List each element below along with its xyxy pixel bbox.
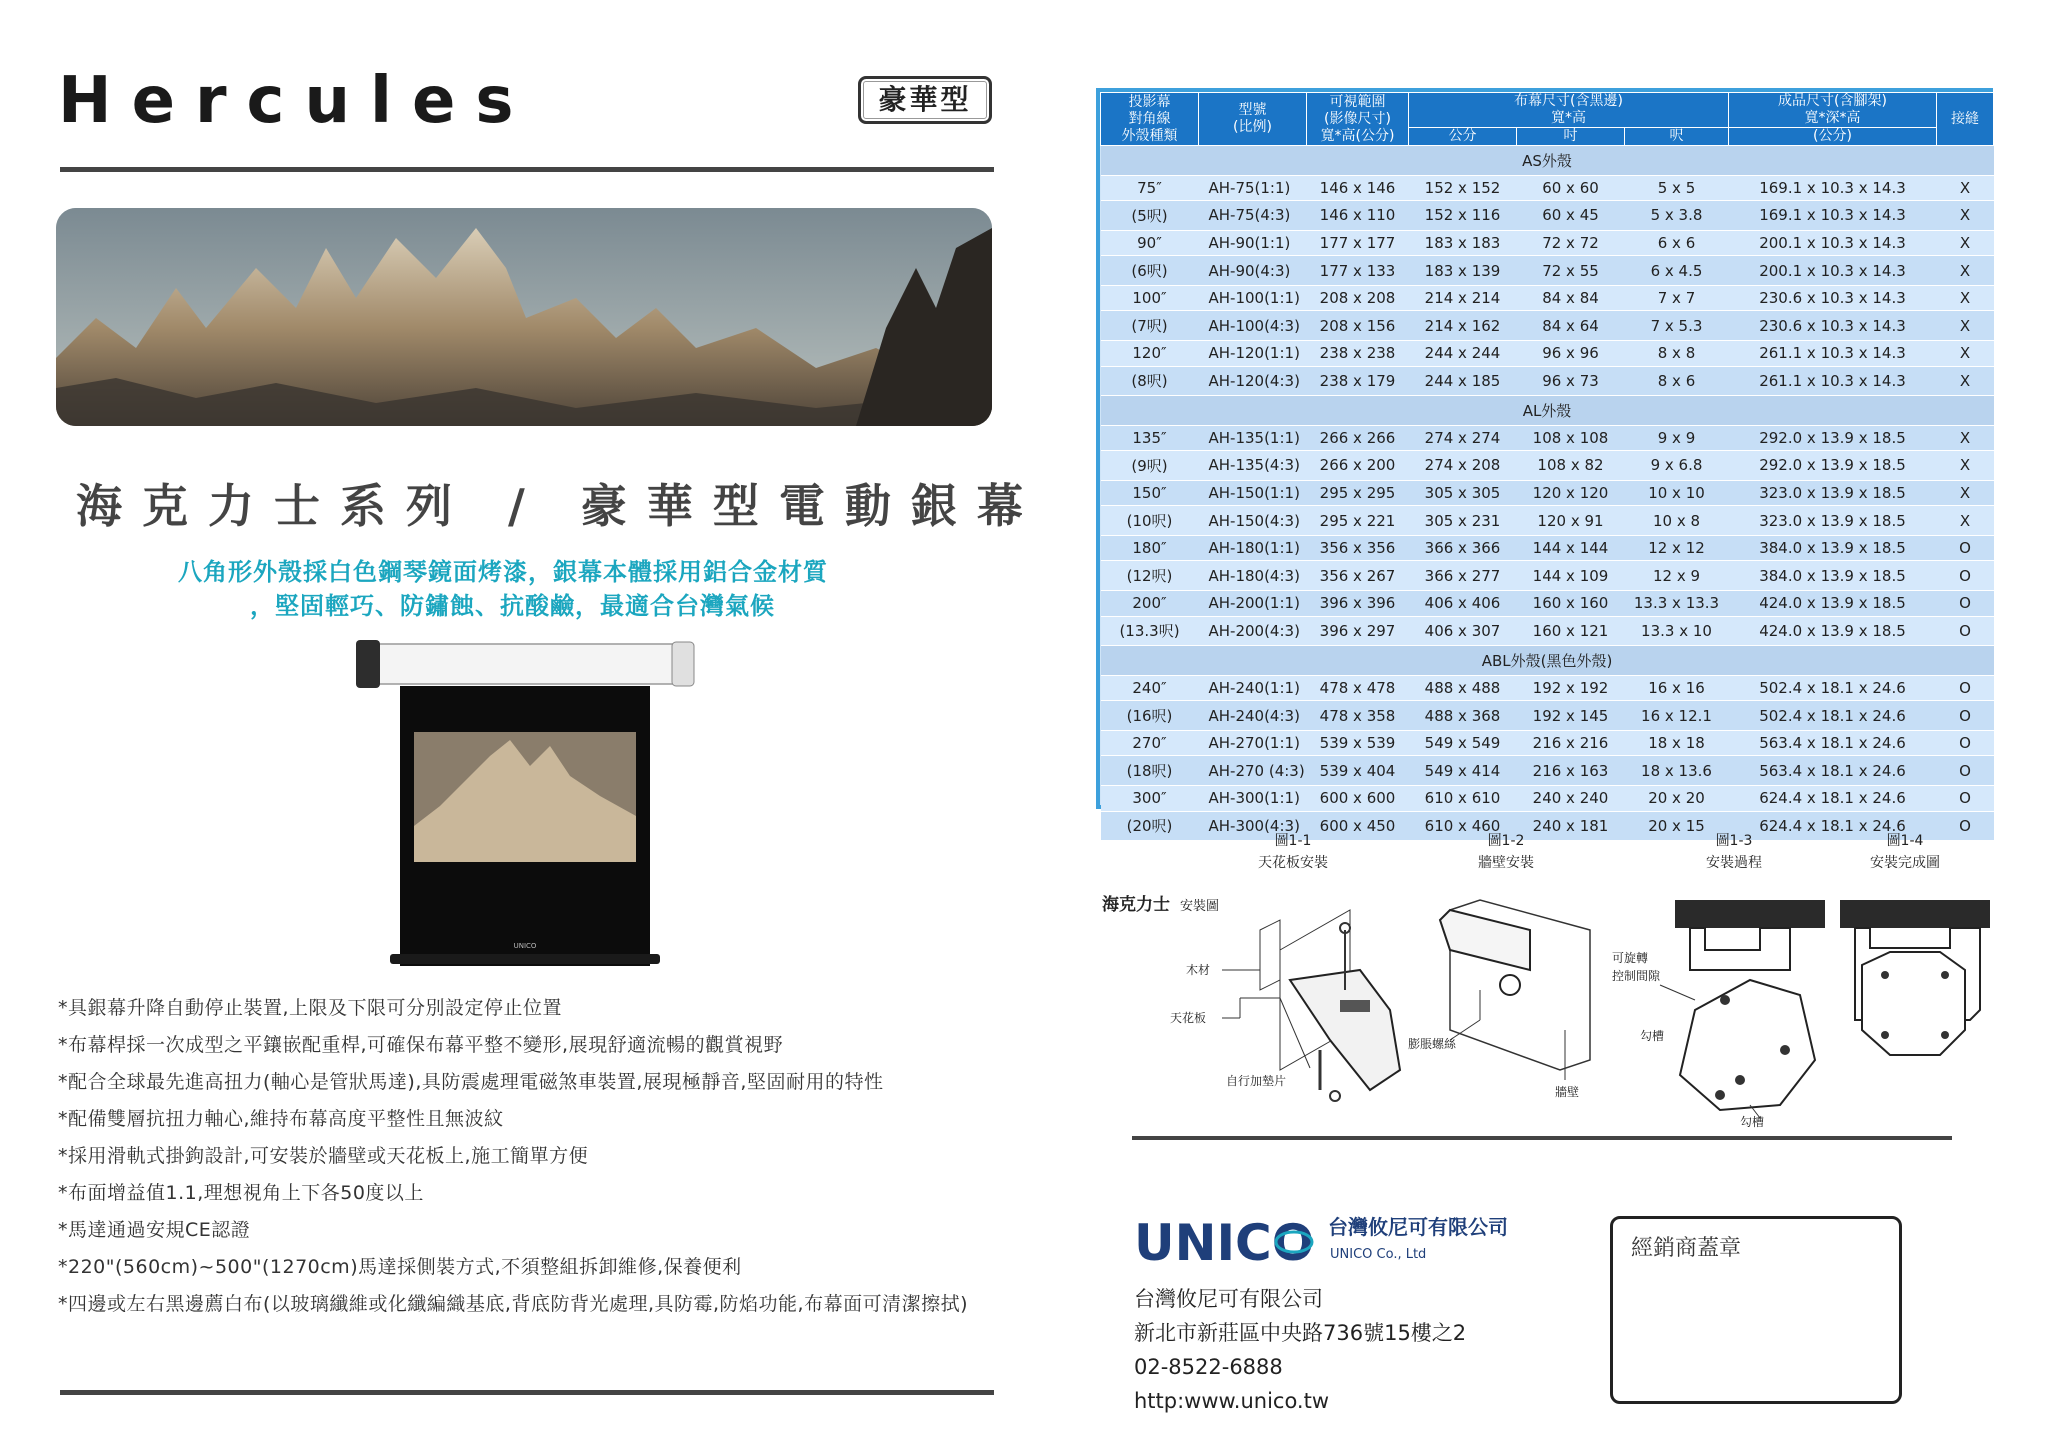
table-cell: AH-90(1:1) [1199,230,1307,256]
table-cell: X [1937,311,1994,341]
table-cell: 16 x 12.1 [1625,701,1729,731]
table-cell: AH-200(1:1) [1199,591,1307,617]
table-cell: 396 x 297 [1307,616,1409,646]
table-cell: 192 x 145 [1517,701,1625,731]
table-cell: O [1937,591,1994,617]
header-unit-product-cm: (公分) [1729,128,1937,146]
table-row [1101,285,1994,311]
table-cell: 624.4 x 18.1 x 24.6 [1729,811,1937,840]
table-cell: X [1937,230,1994,256]
table-cell: 216 x 216 [1517,730,1625,756]
table-cell: 7 x 5.3 [1625,311,1729,341]
table-cell: 549 x 414 [1409,756,1517,786]
table-cell: 160 x 121 [1517,616,1625,646]
company-address: 新北市新莊區中央路736號15樓之2 [1134,1321,1467,1345]
logo-wordmark: UNICO [1134,1214,1315,1272]
table-cell: 169.1 x 10.3 x 14.3 [1729,201,1937,231]
header-joint: 接縫 [1937,93,1994,146]
table-row [1101,675,1994,701]
table-cell: AH-150(1:1) [1199,480,1307,506]
table-cell: AH-120(4:3) [1199,366,1307,396]
table-cell: 261.1 x 10.3 x 14.3 [1729,366,1937,396]
table-cell: O [1937,730,1994,756]
table-cell: X [1937,425,1994,451]
table-cell: 96 x 73 [1517,366,1625,396]
figure-caption-process: 圖1-3 安裝過程 [1706,833,1762,871]
table-cell: (12呎) [1101,561,1199,591]
table-cell: 18 x 13.6 [1625,756,1729,786]
dealer-stamp-box [1610,1216,1902,1404]
table-cell: 60 x 45 [1517,201,1625,231]
ceiling-install-drawing [1170,910,1400,1101]
label-hook-slot-1: 勾槽 [1640,1029,1665,1043]
install-diagram [1150,890,1990,1130]
table-cell: 488 x 368 [1409,701,1517,731]
table-cell: AH-270 (4:3) [1199,756,1307,786]
table-cell: O [1937,535,1994,561]
table-cell: 266 x 200 [1307,451,1409,481]
table-cell: 244 x 244 [1409,340,1517,366]
table-cell: 208 x 156 [1307,311,1409,341]
table-row [1101,366,1994,396]
feature-item: *採用滑軌式掛鉤設計,可安裝於牆壁或天花板上,施工簡單方便 [58,1145,589,1167]
table-cell: 13.3 x 10 [1625,616,1729,646]
install-divider [1132,1136,1952,1140]
install-heading: 海克力士 安裝圖 [1102,895,1220,915]
header-fabric-size: 布幕尺寸(含黑邊) 寬*高 [1409,93,1729,128]
brand-title: Hercules [58,64,534,138]
table-cell: 20 x 20 [1625,785,1729,811]
table-cell: 72 x 72 [1517,230,1625,256]
table-cell: 177 x 177 [1307,230,1409,256]
section-title: AS外殼 [1101,146,1994,176]
header-diagonal: 投影幕 對角線 外殼種類 [1101,93,1199,146]
table-cell: 108 x 82 [1517,451,1625,481]
spec-table-body [1101,146,1994,841]
table-cell: 406 x 406 [1409,591,1517,617]
table-cell: 600 x 600 [1307,785,1409,811]
header-unit-cm: 公分 [1409,128,1517,146]
table-cell: AH-240(1:1) [1199,675,1307,701]
table-cell: 216 x 163 [1517,756,1625,786]
table-cell: 5 x 3.8 [1625,201,1729,231]
table-cell: 60 x 60 [1517,175,1625,201]
table-cell: 424.0 x 13.9 x 18.5 [1729,616,1937,646]
label-wood: 木材 [1186,963,1211,977]
table-cell: AH-200(4:3) [1199,616,1307,646]
table-cell: (7呎) [1101,311,1199,341]
series-heading: 海克力士系列 / 豪華型電動銀幕 [76,479,1043,533]
table-cell: O [1937,785,1994,811]
table-cell: AH-180(1:1) [1199,535,1307,561]
table-cell: 177 x 133 [1307,256,1409,286]
table-row [1101,175,1994,201]
table-cell: O [1937,756,1994,786]
table-cell: 238 x 179 [1307,366,1409,396]
table-cell: 214 x 162 [1409,311,1517,341]
table-cell: 20 x 15 [1625,811,1729,840]
header-model: 型號 (比例) [1199,93,1307,146]
feature-item: *220"(560cm)~500"(1270cm)馬達採側裝方式,不須整組拆卸維修,保養便利 [58,1256,742,1278]
table-cell: 18 x 18 [1625,730,1729,756]
table-cell: AH-270(1:1) [1199,730,1307,756]
table-row [1101,480,1994,506]
table-cell: 12 x 9 [1625,561,1729,591]
company-info [1134,1282,1466,1418]
table-cell: 478 x 478 [1307,675,1409,701]
logo-company-en: UNICO Co., Ltd [1330,1247,1427,1262]
table-cell: 90″ [1101,230,1199,256]
left-top-divider [60,167,994,172]
table-cell: 406 x 307 [1409,616,1517,646]
table-cell: 200.1 x 10.3 x 14.3 [1729,256,1937,286]
table-cell: 6 x 6 [1625,230,1729,256]
table-row [1101,230,1994,256]
feature-item: *具銀幕升降自動停止裝置,上限及下限可分別設定停止位置 [58,997,563,1019]
table-cell: (18呎) [1101,756,1199,786]
company-url: http:www.unico.tw [1134,1389,1330,1413]
table-cell: O [1937,811,1994,840]
table-cell: 624.4 x 18.1 x 24.6 [1729,785,1937,811]
table-cell: AH-120(1:1) [1199,340,1307,366]
table-cell: AH-150(4:3) [1199,506,1307,536]
table-cell: 295 x 295 [1307,480,1409,506]
table-cell: 135″ [1101,425,1199,451]
table-cell: 183 x 139 [1409,256,1517,286]
table-row [1101,340,1994,366]
table-row [1101,425,1994,451]
feature-item: *布幕桿採一次成型之平鑲嵌配重桿,可確保布幕平整不變形,展現舒適流暢的觀賞視野 [58,1034,784,1056]
table-cell: 384.0 x 13.9 x 18.5 [1729,535,1937,561]
table-cell: 244 x 185 [1409,366,1517,396]
table-cell: O [1937,616,1994,646]
feature-item: *布面增益值1.1,理想視角上下各50度以上 [58,1182,424,1204]
table-cell: AH-240(4:3) [1199,701,1307,731]
table-cell: AH-180(4:3) [1199,561,1307,591]
table-cell: 563.4 x 18.1 x 24.6 [1729,730,1937,756]
table-cell: (16呎) [1101,701,1199,731]
table-cell: 261.1 x 10.3 x 14.3 [1729,340,1937,366]
table-cell: 610 x 460 [1409,811,1517,840]
table-cell: 384.0 x 13.9 x 18.5 [1729,561,1937,591]
table-cell: 169.1 x 10.3 x 14.3 [1729,175,1937,201]
table-row [1101,256,1994,286]
table-cell: 366 x 366 [1409,535,1517,561]
table-cell: 292.0 x 13.9 x 18.5 [1729,451,1937,481]
product-logo-label: UNICO [513,942,537,950]
table-row [1101,701,1994,731]
table-cell: AH-90(4:3) [1199,256,1307,286]
table-cell: 152 x 152 [1409,175,1517,201]
table-cell: AH-300(4:3) [1199,811,1307,840]
section-title: AL外殼 [1101,396,1994,426]
table-cell: O [1937,675,1994,701]
label-ceiling: 天花板 [1170,1011,1207,1025]
table-cell: 84 x 64 [1517,311,1625,341]
table-cell: 200.1 x 10.3 x 14.3 [1729,230,1937,256]
table-cell: 478 x 358 [1307,701,1409,731]
table-cell: 240 x 181 [1517,811,1625,840]
table-cell: X [1937,285,1994,311]
table-cell: AH-135(1:1) [1199,425,1307,451]
table-cell: 396 x 396 [1307,591,1409,617]
table-cell: 323.0 x 13.9 x 18.5 [1729,480,1937,506]
table-cell: X [1937,366,1994,396]
header-unit-inch: 吋 [1517,128,1625,146]
table-cell: 305 x 231 [1409,506,1517,536]
table-cell: X [1937,506,1994,536]
section-header-row [1101,396,1994,426]
table-cell: 120 x 91 [1517,506,1625,536]
table-cell: 295 x 221 [1307,506,1409,536]
table-row [1101,451,1994,481]
table-cell: 183 x 183 [1409,230,1517,256]
table-cell: 9 x 9 [1625,425,1729,451]
label-hook-slot-2: 勾槽 [1740,1115,1765,1129]
dealer-stamp-label: 經銷商蓋章 [1631,1236,1742,1261]
table-cell: 539 x 539 [1307,730,1409,756]
table-row [1101,616,1994,646]
table-cell: AH-300(1:1) [1199,785,1307,811]
table-cell: AH-100(1:1) [1199,285,1307,311]
unico-logo [1134,1212,1564,1272]
section-header-row [1101,646,1994,676]
feature-item: *配備雙層抗扭力軸心,維持布幕高度平整性且無波紋 [58,1108,504,1130]
header-product-size: 成品尺寸(含腳架) 寬*深*高 [1729,93,1937,128]
section-title: ABL外殼(黑色外殼) [1101,646,1994,676]
tagline-line-1: 八角形外殼採白色鋼琴鏡面烤漆，銀幕本體採用鋁合金材質 [178,558,828,586]
table-cell: 120 x 120 [1517,480,1625,506]
table-cell: 72 x 55 [1517,256,1625,286]
table-cell: 12 x 12 [1625,535,1729,561]
wall-install-drawing [1408,900,1590,1099]
header-unit-foot: 呎 [1625,128,1729,146]
table-cell: 610 x 610 [1409,785,1517,811]
table-row [1101,785,1994,811]
table-cell: 488 x 488 [1409,675,1517,701]
table-cell: 200″ [1101,591,1199,617]
table-cell: 549 x 549 [1409,730,1517,756]
table-row [1101,811,1994,840]
table-cell: X [1937,480,1994,506]
table-cell: 238 x 238 [1307,340,1409,366]
table-cell: 240 x 240 [1517,785,1625,811]
table-cell: 323.0 x 13.9 x 18.5 [1729,506,1937,536]
table-cell: 230.6 x 10.3 x 14.3 [1729,311,1937,341]
table-cell: 144 x 109 [1517,561,1625,591]
spec-table [1100,92,1994,840]
table-cell: 96 x 96 [1517,340,1625,366]
process-install-drawing [1612,900,1825,1129]
table-cell: 108 x 108 [1517,425,1625,451]
table-cell: 75″ [1101,175,1199,201]
table-cell: X [1937,201,1994,231]
logo-company-cn: 台灣攸尼可有限公司 [1328,1215,1508,1239]
motorized-screen-product-image [350,636,700,976]
table-cell: 214 x 214 [1409,285,1517,311]
table-cell: 120″ [1101,340,1199,366]
table-cell: 84 x 84 [1517,285,1625,311]
table-cell: 300″ [1101,785,1199,811]
table-cell: 146 x 146 [1307,175,1409,201]
table-cell: (6呎) [1101,256,1199,286]
table-cell: 356 x 267 [1307,561,1409,591]
table-cell: 356 x 356 [1307,535,1409,561]
table-cell: 9 x 6.8 [1625,451,1729,481]
table-cell: 366 x 277 [1409,561,1517,591]
table-cell: 152 x 116 [1409,201,1517,231]
label-gap-control: 控制間隙 [1612,969,1661,983]
table-cell: 600 x 450 [1307,811,1409,840]
table-cell: 6 x 4.5 [1625,256,1729,286]
table-cell: 100″ [1101,285,1199,311]
table-cell: 16 x 16 [1625,675,1729,701]
table-cell: 266 x 266 [1307,425,1409,451]
table-cell: O [1937,701,1994,731]
label-rotatable: 可旋轉 [1612,951,1649,965]
table-cell: 13.3 x 13.3 [1625,591,1729,617]
spec-table-frame [1096,88,1993,836]
table-row [1101,311,1994,341]
table-cell: 5 x 5 [1625,175,1729,201]
table-cell: O [1937,561,1994,591]
feature-item: *馬達通過安規CE認證 [58,1219,251,1241]
table-cell: X [1937,340,1994,366]
table-cell: (8呎) [1101,366,1199,396]
table-cell: 208 x 208 [1307,285,1409,311]
feature-item: *配合全球最先進高扭力(軸心是管狀馬達),具防震處理電磁煞車裝置,展現極靜音,堅固耐用的特性 [58,1071,884,1093]
table-row [1101,730,1994,756]
table-cell: (10呎) [1101,506,1199,536]
feature-item: *四邊或左右黑邊薦白布(以玻璃纖維或化纖編織基底,背底防背光處理,具防霉,防焰功能,布幕面可清潔擦拭) [58,1293,968,1315]
figure-caption-finished: 圖1-4 安裝完成圖 [1870,833,1940,871]
table-cell: AH-75(4:3) [1199,201,1307,231]
table-cell: (20呎) [1101,811,1199,840]
table-cell: 150″ [1101,480,1199,506]
figure-caption-wall: 圖1-2 牆壁安裝 [1478,833,1534,871]
company-phone: 02-8522-6888 [1134,1355,1283,1379]
label-wall: 牆壁 [1555,1085,1580,1099]
table-cell: 539 x 404 [1307,756,1409,786]
table-cell: 274 x 208 [1409,451,1517,481]
table-cell: 563.4 x 18.1 x 24.6 [1729,756,1937,786]
table-cell: 424.0 x 13.9 x 18.5 [1729,591,1937,617]
table-cell: 270″ [1101,730,1199,756]
table-cell: 8 x 8 [1625,340,1729,366]
table-cell: 146 x 110 [1307,201,1409,231]
table-cell: 180″ [1101,535,1199,561]
table-cell: 10 x 10 [1625,480,1729,506]
table-cell: 10 x 8 [1625,506,1729,536]
table-cell: 160 x 160 [1517,591,1625,617]
table-cell: 7 x 7 [1625,285,1729,311]
figure-caption-ceiling: 圖1-1 天花板安裝 [1258,833,1328,871]
table-cell: 192 x 192 [1517,675,1625,701]
header-view-area: 可視範圍 (影像尺寸) 寬*高(公分) [1307,93,1409,146]
table-cell: 8 x 6 [1625,366,1729,396]
table-row [1101,535,1994,561]
table-row [1101,561,1994,591]
table-cell: 502.4 x 18.1 x 24.6 [1729,675,1937,701]
hero-mountain-banner [56,208,992,426]
label-expansion-screw: 膨脹螺絲 [1408,1037,1457,1051]
table-cell: X [1937,175,1994,201]
table-cell: 144 x 144 [1517,535,1625,561]
left-bottom-divider [60,1390,994,1395]
tier-badge: 豪華型 [858,76,992,124]
table-cell: (5呎) [1101,201,1199,231]
table-cell: AH-75(1:1) [1199,175,1307,201]
section-header-row [1101,146,1994,176]
finished-install-drawing [1840,900,1990,1055]
feature-list [58,996,988,1329]
table-row [1101,506,1994,536]
label-self-tap: 自行加墊片 [1226,1074,1287,1088]
tagline-line-2: ，堅固輕巧、防鏽蝕、抗酸鹼，最適合台灣氣候 [250,592,775,620]
table-cell: (9呎) [1101,451,1199,481]
table-cell: 305 x 305 [1409,480,1517,506]
table-row [1101,201,1994,231]
table-cell: 274 x 274 [1409,425,1517,451]
table-cell: (13.3呎) [1101,616,1199,646]
table-cell: 230.6 x 10.3 x 14.3 [1729,285,1937,311]
table-row [1101,591,1994,617]
table-cell: AH-100(4:3) [1199,311,1307,341]
table-cell: X [1937,256,1994,286]
table-cell: 502.4 x 18.1 x 24.6 [1729,701,1937,731]
table-cell: AH-135(4:3) [1199,451,1307,481]
table-cell: X [1937,451,1994,481]
table-cell: 292.0 x 13.9 x 18.5 [1729,425,1937,451]
table-row [1101,756,1994,786]
company-name: 台灣攸尼可有限公司 [1134,1287,1323,1311]
table-cell: 240″ [1101,675,1199,701]
